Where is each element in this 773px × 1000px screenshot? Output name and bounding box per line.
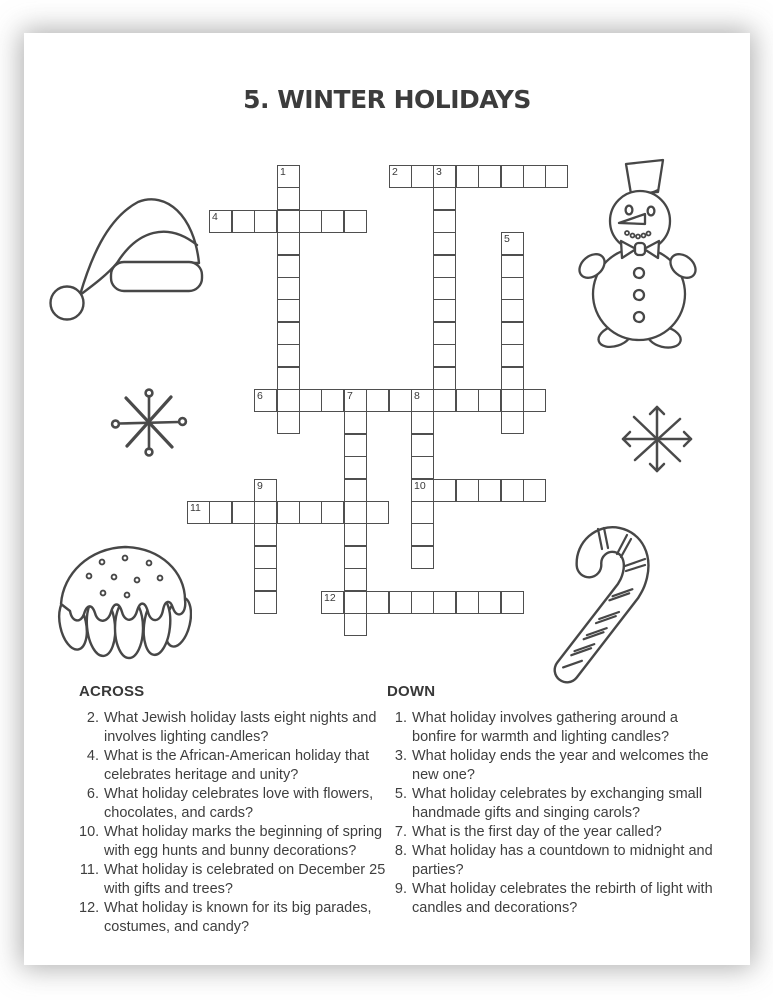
grid-cell[interactable] bbox=[478, 591, 501, 614]
grid-cell[interactable] bbox=[254, 210, 277, 233]
grid-cell[interactable] bbox=[344, 411, 367, 434]
grid-cell[interactable] bbox=[433, 479, 456, 502]
grid-cell[interactable] bbox=[187, 501, 210, 524]
grid-cell[interactable] bbox=[277, 232, 300, 255]
clue-item-number: 5. bbox=[394, 786, 407, 802]
grid-cell[interactable] bbox=[299, 501, 322, 524]
clue-number: 11 bbox=[190, 502, 201, 514]
grid-cell[interactable] bbox=[478, 479, 501, 502]
clue-item-text: What holiday celebrates by exchanging small handmade gifts and singing carols? bbox=[412, 786, 703, 821]
grid-cell[interactable] bbox=[478, 165, 501, 188]
down-clue-list bbox=[387, 709, 721, 918]
clue-number: 3 bbox=[436, 166, 442, 178]
grid-cell[interactable] bbox=[433, 277, 456, 300]
grid-cell[interactable] bbox=[523, 165, 546, 188]
worksheet-page bbox=[24, 33, 750, 965]
grid-cell[interactable] bbox=[277, 501, 300, 524]
clue-item-number: 1. bbox=[394, 710, 407, 726]
grid-cell[interactable] bbox=[344, 389, 367, 412]
clue-item-number: 4. bbox=[86, 748, 99, 764]
page-title: 5. WINTER HOLIDAYS bbox=[243, 85, 531, 114]
candy-cane-illustration bbox=[542, 523, 662, 688]
grid-cell[interactable] bbox=[321, 591, 344, 614]
grid-cell[interactable] bbox=[411, 501, 434, 524]
grid-cell[interactable] bbox=[545, 165, 568, 188]
grid-cell[interactable] bbox=[411, 434, 434, 457]
clue-item-number: 6. bbox=[86, 786, 99, 802]
grid-cell[interactable] bbox=[277, 322, 300, 345]
clue-item-number: 8. bbox=[394, 843, 407, 859]
grid-cell[interactable] bbox=[277, 187, 300, 210]
grid-cell[interactable] bbox=[411, 389, 434, 412]
clue-item-text: What is the African-American holiday that celebrates heritage and unity? bbox=[104, 748, 370, 783]
grid-cell[interactable] bbox=[277, 255, 300, 278]
clue-item bbox=[387, 880, 721, 918]
grid-cell[interactable] bbox=[277, 299, 300, 322]
grid-cell[interactable] bbox=[433, 299, 456, 322]
clue-item-text: What holiday ends the year and welcomes the new one? bbox=[412, 748, 709, 783]
clue-item-text: What holiday involves gathering around a bonfire for warmth and lighting candles? bbox=[412, 710, 678, 745]
grid-cell[interactable] bbox=[478, 389, 501, 412]
clue-number: 5 bbox=[504, 233, 510, 245]
grid-cell[interactable] bbox=[456, 165, 479, 188]
crossword-grid bbox=[187, 165, 569, 637]
grid-cell[interactable] bbox=[299, 210, 322, 233]
grid-cell[interactable] bbox=[344, 591, 367, 614]
grid-cell[interactable] bbox=[254, 568, 277, 591]
across-header: ACROSS bbox=[79, 683, 145, 700]
clue-item-number: 11. bbox=[79, 862, 99, 878]
clue-item bbox=[387, 785, 721, 823]
clue-item bbox=[387, 823, 721, 842]
clue-number: 6 bbox=[257, 390, 263, 402]
grid-cell[interactable] bbox=[344, 479, 367, 502]
grid-cell[interactable] bbox=[411, 523, 434, 546]
clue-item bbox=[79, 899, 393, 937]
grid-cell[interactable] bbox=[433, 322, 456, 345]
clue-item-text: What holiday celebrates love with flowers, chocolates, and cards? bbox=[104, 786, 374, 821]
grid-cell[interactable] bbox=[209, 501, 232, 524]
grid-cell[interactable] bbox=[344, 568, 367, 591]
grid-cell[interactable] bbox=[321, 389, 344, 412]
clue-item-number: 10. bbox=[79, 824, 100, 840]
grid-cell[interactable] bbox=[277, 367, 300, 390]
grid-cell[interactable] bbox=[299, 389, 322, 412]
grid-cell[interactable] bbox=[433, 367, 456, 390]
bundt-cake-illustration bbox=[57, 536, 192, 661]
clue-item-text: What holiday celebrates the rebirth of light with candles and decorations? bbox=[412, 881, 713, 916]
grid-cell[interactable] bbox=[389, 389, 412, 412]
grid-cell[interactable] bbox=[501, 344, 524, 367]
clue-item bbox=[387, 709, 721, 747]
grid-cell[interactable] bbox=[321, 501, 344, 524]
clue-item-text: What holiday marks the beginning of spring with egg hunts and bunny decorations? bbox=[104, 824, 383, 859]
clue-item bbox=[79, 747, 393, 785]
clue-item bbox=[79, 709, 393, 747]
clue-item-text: What holiday is known for its big parades, costumes, and candy? bbox=[104, 900, 372, 935]
clue-item bbox=[79, 785, 393, 823]
grid-cell[interactable] bbox=[366, 591, 389, 614]
clue-number: 1 bbox=[280, 166, 286, 178]
grid-cell[interactable] bbox=[433, 591, 456, 614]
clue-item-number: 3. bbox=[394, 748, 407, 764]
across-section bbox=[79, 683, 393, 937]
grid-cell[interactable] bbox=[456, 591, 479, 614]
grid-cell[interactable] bbox=[344, 523, 367, 546]
grid-cell[interactable] bbox=[344, 613, 367, 636]
down-header: DOWN bbox=[387, 683, 436, 700]
across-clue-list bbox=[79, 709, 393, 937]
grid-cell[interactable] bbox=[411, 411, 434, 434]
grid-cell[interactable] bbox=[501, 299, 524, 322]
grid-cell[interactable] bbox=[344, 210, 367, 233]
snowflake-right-icon bbox=[617, 403, 697, 478]
grid-cell[interactable] bbox=[501, 165, 524, 188]
clue-number: 10 bbox=[414, 480, 426, 492]
grid-cell[interactable] bbox=[277, 411, 300, 434]
grid-cell[interactable] bbox=[456, 479, 479, 502]
grid-cell[interactable] bbox=[344, 546, 367, 569]
grid-cell[interactable] bbox=[254, 501, 277, 524]
grid-cell[interactable] bbox=[321, 210, 344, 233]
grid-cell[interactable] bbox=[277, 165, 300, 188]
grid-cell[interactable] bbox=[232, 501, 255, 524]
grid-cell[interactable] bbox=[433, 255, 456, 278]
grid-cell[interactable] bbox=[433, 389, 456, 412]
clue-item-number: 12. bbox=[79, 900, 100, 916]
clue-item-text: What holiday is celebrated on December 25 with gifts and trees? bbox=[104, 862, 386, 897]
grid-cell[interactable] bbox=[433, 210, 456, 233]
grid-cell[interactable] bbox=[344, 456, 367, 479]
snowflake-left-icon bbox=[102, 385, 197, 465]
grid-cell[interactable] bbox=[433, 187, 456, 210]
clue-item-number: 7. bbox=[394, 824, 407, 840]
grid-cell[interactable] bbox=[523, 389, 546, 412]
clue-item bbox=[79, 861, 393, 899]
grid-cell[interactable] bbox=[501, 322, 524, 345]
grid-cell[interactable] bbox=[277, 389, 300, 412]
grid-cell[interactable] bbox=[254, 591, 277, 614]
clue-number: 2 bbox=[392, 166, 398, 178]
grid-cell[interactable] bbox=[277, 344, 300, 367]
grid-cell[interactable] bbox=[366, 389, 389, 412]
clue-item bbox=[387, 842, 721, 880]
snowman-illustration bbox=[577, 153, 702, 349]
clue-item-number: 2. bbox=[86, 710, 99, 726]
grid-cell[interactable] bbox=[501, 411, 524, 434]
grid-cell[interactable] bbox=[254, 523, 277, 546]
grid-cell[interactable] bbox=[523, 479, 546, 502]
clue-item-text: What is the first day of the year called? bbox=[412, 824, 662, 840]
down-section bbox=[387, 683, 721, 918]
grid-cell[interactable] bbox=[411, 165, 434, 188]
clue-number: 12 bbox=[324, 592, 336, 604]
grid-cell[interactable] bbox=[433, 165, 456, 188]
santa-hat-illustration bbox=[42, 193, 212, 323]
clue-item-text: What Jewish holiday lasts eight nights and involves lighting candles? bbox=[104, 710, 377, 745]
grid-cell[interactable] bbox=[501, 367, 524, 390]
clue-item bbox=[387, 747, 721, 785]
grid-cell[interactable] bbox=[433, 344, 456, 367]
grid-cell[interactable] bbox=[254, 546, 277, 569]
grid-cell[interactable] bbox=[501, 591, 524, 614]
clue-item-text: What holiday has a countdown to midnight and parties? bbox=[412, 843, 713, 878]
clue-number: 4 bbox=[212, 211, 218, 223]
grid-cell[interactable] bbox=[501, 255, 524, 278]
grid-cell[interactable] bbox=[232, 210, 255, 233]
grid-cell[interactable] bbox=[254, 389, 277, 412]
snowman-hat bbox=[626, 160, 663, 194]
grid-cell[interactable] bbox=[254, 479, 277, 502]
grid-cell[interactable] bbox=[277, 277, 300, 300]
grid-cell[interactable] bbox=[411, 479, 434, 502]
clue-item-number: 9. bbox=[394, 881, 407, 897]
grid-cell[interactable] bbox=[456, 389, 479, 412]
grid-cell[interactable] bbox=[344, 501, 367, 524]
grid-cell[interactable] bbox=[344, 434, 367, 457]
grid-cell[interactable] bbox=[411, 546, 434, 569]
grid-cell[interactable] bbox=[433, 232, 456, 255]
grid-cell[interactable] bbox=[411, 591, 434, 614]
clue-number: 9 bbox=[257, 480, 263, 492]
grid-cell[interactable] bbox=[501, 277, 524, 300]
grid-cell[interactable] bbox=[389, 165, 412, 188]
clue-item bbox=[79, 823, 393, 861]
grid-cell[interactable] bbox=[501, 479, 524, 502]
grid-cell[interactable] bbox=[411, 456, 434, 479]
grid-cell[interactable] bbox=[389, 591, 412, 614]
grid-cell[interactable] bbox=[501, 389, 524, 412]
clue-number: 8 bbox=[414, 390, 420, 402]
grid-cell[interactable] bbox=[209, 210, 232, 233]
grid-cell[interactable] bbox=[501, 232, 524, 255]
grid-cell[interactable] bbox=[277, 210, 300, 233]
clue-number: 7 bbox=[347, 390, 353, 402]
grid-cell[interactable] bbox=[366, 501, 389, 524]
